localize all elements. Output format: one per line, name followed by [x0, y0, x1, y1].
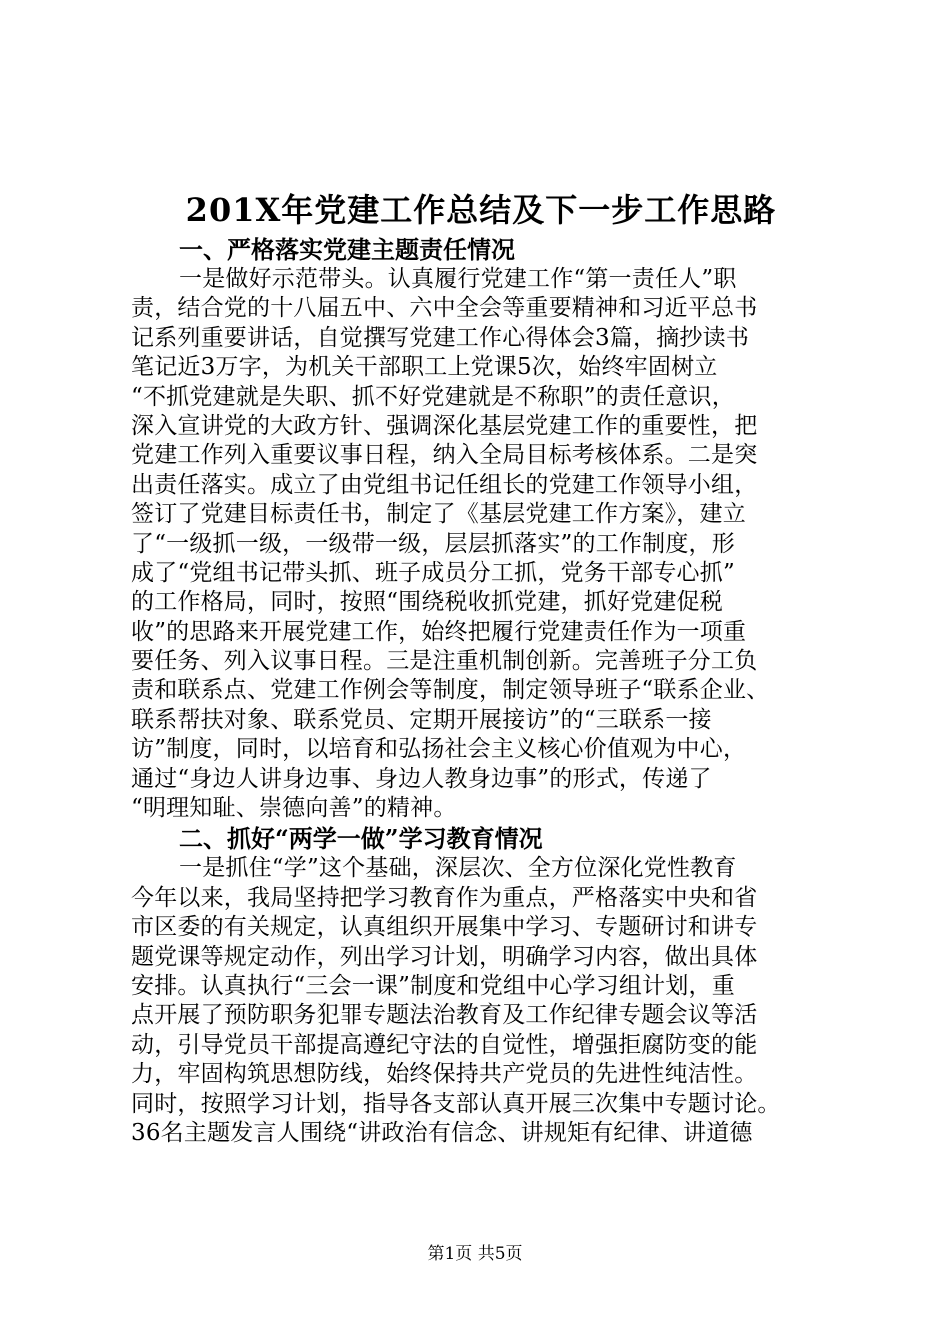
text-line: 记系列重要讲话，自觉撰写党建工作心得体会3篇，摘抄读书 — [131, 324, 750, 351]
text-line: 题党课等规定动作，列出学习计划，明确学习内容，做出具体 — [131, 943, 758, 970]
text-line: 今年以来，我局坚持把学习教育作为重点，严格落实中央和省 — [131, 884, 758, 911]
text-line: 笔记近3万字，为机关干部职工上党课5次，始终牢固树立 — [131, 354, 718, 381]
text-line: 成了“党组书记带头抓、班子成员分工抓，党务干部专心抓” — [131, 559, 735, 586]
text-line: 一是做好示范带头。认真履行党建工作“第一责任人”职 — [179, 266, 737, 292]
text-line: “不抓党建就是失职、抓不好党建就是不称职”的责任意识， — [131, 383, 735, 410]
document-title: 201X年党建工作总结及下一步工作思路 — [185, 191, 777, 229]
text-line: “明理知耻、崇德向善”的精神。 — [131, 795, 457, 822]
text-line: 力，牢固构筑思想防线，始终保持共产党员的先进性纯洁性。 — [131, 1061, 758, 1088]
text-line: 安排。认真执行“三会一课”制度和党组中心学习组计划，重 — [131, 972, 735, 999]
text-line: 了“一级抓一级，一级带一级，层层抓落实”的工作制度，形 — [131, 530, 735, 557]
text-line: 深入宣讲党的大政方针、强调深化基层党建工作的重要性，把 — [131, 412, 758, 439]
text-line: 出责任落实。成立了由党组书记任组长的党建工作领导小组， — [131, 471, 758, 498]
document-body — [131, 186, 831, 1148]
text-line: 动，引导党员干部提高遵纪守法的自觉性，增强拒腐防变的能 — [131, 1031, 758, 1058]
text-line: 签订了党建目标责任书，制定了《基层党建工作方案》，建立 — [131, 501, 746, 528]
section-heading-2: 二、抓好“两学一做”学习教育情况 — [179, 824, 543, 854]
text-line: 的工作格局，同时，按照“围绕税收抓党建，抓好党建促税 — [131, 589, 723, 616]
text-line: 收”的思路来开展党建工作，始终把履行党建责任作为一项重 — [131, 618, 747, 645]
section-2-paragraph — [131, 854, 831, 1148]
text-line: 通过“身边人讲身边事、身边人教身边事”的形式，传递了 — [131, 765, 712, 792]
section-1-paragraph — [131, 265, 831, 823]
text-line: 党建工作列入重要议事日程，纳入全局目标考核体系。二是突 — [131, 442, 758, 469]
text-line: 访”制度，同时，以培育和弘扬社会主义核心价值观为中心， — [131, 736, 747, 763]
text-line: 同时，按照学习计划，指导各支部认真开展三次集中专题讨论。 — [131, 1090, 781, 1117]
text-line: 市区委的有关规定，认真组织开展集中学习、专题研讨和讲专 — [131, 914, 758, 941]
text-line: 点开展了预防职务犯罪专题法治教育及工作纪律专题会议等活 — [131, 1002, 758, 1029]
text-line: 责，结合党的十八届五中、六中全会等重要精神和习近平总书 — [131, 295, 758, 322]
text-line: 36名主题发言人围绕“讲政治有信念、讲规矩有纪律、讲道德 — [131, 1119, 753, 1146]
section-heading-1: 一、严格落实党建主题责任情况 — [179, 235, 515, 264]
page-number-footer: 第1页 共5页 — [427, 1244, 523, 1264]
text-line: 一是抓住“学”这个基础，深层次、全方位深化党性教育 — [179, 855, 737, 882]
text-line: 责和联系点、党建工作例会等制度，制定领导班子“联系企业、 — [131, 677, 770, 704]
text-line: 联系帮扶对象、联系党员、定期开展接访”的“三联系一接 — [131, 706, 712, 733]
text-line: 要任务、列入议事日程。三是注重机制创新。完善班子分工负 — [131, 648, 758, 675]
